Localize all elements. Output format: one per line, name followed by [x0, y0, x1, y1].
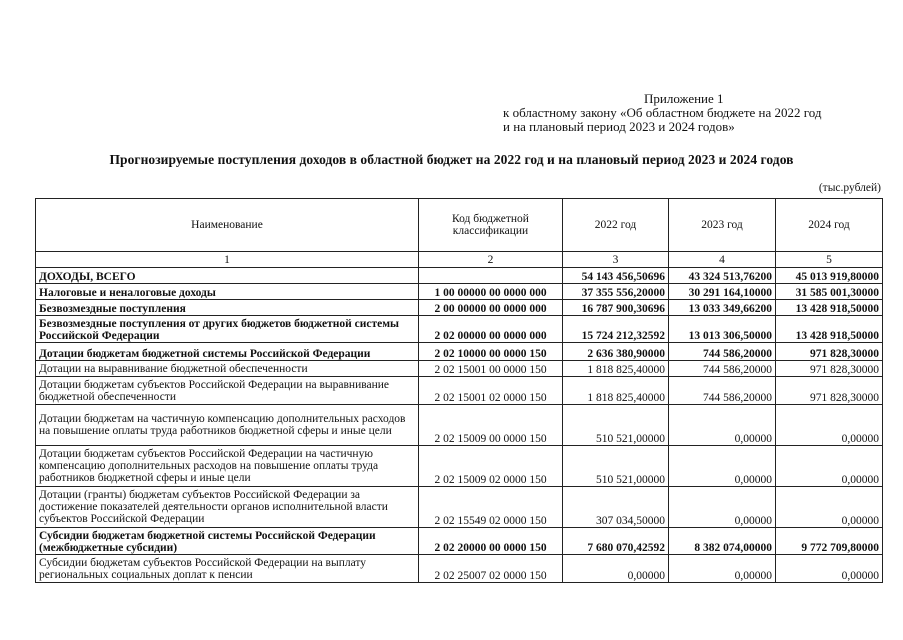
row-value-2023: 30 291 164,10000: [669, 284, 776, 300]
header-2024: 2024 год: [776, 199, 883, 252]
row-name: ДОХОДЫ, ВСЕГО: [36, 268, 419, 284]
column-number: 1: [36, 252, 419, 268]
appendix-header: [503, 92, 893, 134]
row-value-2023: 13 013 306,50000: [669, 316, 776, 343]
row-value-2024: 0,00000: [776, 555, 883, 583]
row-name: Дотации на выравнивание бюджетной обеспеченности: [36, 361, 419, 377]
appendix-line-2: и на плановый период 2023 и 2024 годов»: [503, 119, 735, 134]
row-value-2022: 37 355 556,20000: [563, 284, 669, 300]
table-row: [36, 300, 883, 316]
table-row: [36, 284, 883, 300]
table-row: [36, 555, 883, 583]
row-code: 2 02 25007 02 0000 150: [419, 555, 563, 583]
row-value-2022: 2 636 380,90000: [563, 343, 669, 361]
budget-table: [35, 198, 883, 583]
row-value-2022: 7 680 070,42592: [563, 528, 669, 555]
row-code: 2 02 00000 00 0000 000: [419, 316, 563, 343]
table-row: [36, 361, 883, 377]
table-row: [36, 446, 883, 487]
header-2022: 2022 год: [563, 199, 669, 252]
row-value-2023: 13 033 349,66200: [669, 300, 776, 316]
row-value-2022: 1 818 825,40000: [563, 361, 669, 377]
document-title: Прогнозируемые поступления доходов в областной бюджет на 2022 год и на плановый период 2023 и 2024 годов: [109, 152, 794, 167]
row-value-2022: 1 818 825,40000: [563, 377, 669, 405]
row-value-2023: 744 586,20000: [669, 377, 776, 405]
row-value-2022: 510 521,00000: [563, 446, 669, 487]
row-name: Субсидии бюджетам бюджетной системы Российской Федерации (межбюджетные субсидии): [36, 528, 419, 555]
row-name: Безвозмездные поступления: [36, 300, 419, 316]
header-name: Наименование: [36, 199, 419, 252]
row-value-2024: 13 428 918,50000: [776, 316, 883, 343]
row-value-2023: 744 586,20000: [669, 361, 776, 377]
table-row: [36, 268, 883, 284]
header-2023: 2023 год: [669, 199, 776, 252]
row-code: 2 02 20000 00 0000 150: [419, 528, 563, 555]
column-number: 3: [563, 252, 669, 268]
column-number: 5: [776, 252, 883, 268]
row-value-2022: 510 521,00000: [563, 405, 669, 446]
row-value-2023: 744 586,20000: [669, 343, 776, 361]
row-code: 2 02 15001 02 0000 150: [419, 377, 563, 405]
row-value-2024: 971 828,30000: [776, 343, 883, 361]
row-value-2024: 0,00000: [776, 446, 883, 487]
row-code: 2 02 15009 00 0000 150: [419, 405, 563, 446]
row-value-2022: 15 724 212,32592: [563, 316, 669, 343]
row-value-2024: 971 828,30000: [776, 377, 883, 405]
row-code: [419, 268, 563, 284]
row-value-2024: 971 828,30000: [776, 361, 883, 377]
row-value-2022: 0,00000: [563, 555, 669, 583]
row-value-2024: 0,00000: [776, 405, 883, 446]
units-label: (тыс.рублей): [818, 182, 881, 194]
column-number: 4: [669, 252, 776, 268]
column-number: 2: [419, 252, 563, 268]
row-value-2022: 307 034,50000: [563, 487, 669, 528]
row-value-2024: 13 428 918,50000: [776, 300, 883, 316]
row-value-2024: 0,00000: [776, 487, 883, 528]
row-value-2024: 9 772 709,80000: [776, 528, 883, 555]
row-code: 2 02 15549 02 0000 150: [419, 487, 563, 528]
table-row: [36, 528, 883, 555]
row-value-2023: 0,00000: [669, 405, 776, 446]
row-name: Дотации бюджетам субъектов Российской Федерации на выравнивание бюджетной обеспеченности: [36, 377, 419, 405]
appendix-title: Приложение 1: [644, 91, 724, 106]
row-name: Субсидии бюджетам субъектов Российской Федерации на выплату региональных социальных доплат к пенсии: [36, 555, 419, 583]
column-number-row: [36, 252, 883, 268]
row-value-2024: 45 013 919,80000: [776, 268, 883, 284]
table-row: [36, 343, 883, 361]
row-value-2022: 16 787 900,30696: [563, 300, 669, 316]
row-value-2023: 43 324 513,76200: [669, 268, 776, 284]
row-value-2023: 0,00000: [669, 487, 776, 528]
row-code: 2 02 10000 00 0000 150: [419, 343, 563, 361]
row-name: Дотации бюджетам на частичную компенсацию дополнительных расходов на повышение оплаты труда работников бюджетной сферы и иные цели: [36, 405, 419, 446]
row-value-2023: 8 382 074,00000: [669, 528, 776, 555]
header-code-label: Код бюджетной классификации: [452, 213, 529, 237]
row-code: 2 00 00000 00 0000 000: [419, 300, 563, 316]
table-row: [36, 487, 883, 528]
row-code: 2 02 15001 00 0000 150: [419, 361, 563, 377]
row-value-2024: 31 585 001,30000: [776, 284, 883, 300]
row-name: Дотации (гранты) бюджетам субъектов Российской Федерации за достижение показателей деятельности органов исполнительной власти субъектов Российской Федерации: [36, 487, 419, 528]
row-value-2023: 0,00000: [669, 555, 776, 583]
table-row: [36, 316, 883, 343]
header-code: [419, 199, 563, 252]
row-code: 1 00 00000 00 0000 000: [419, 284, 563, 300]
row-value-2023: 0,00000: [669, 446, 776, 487]
table-row: [36, 377, 883, 405]
row-name: Безвозмездные поступления от других бюджетов бюджетной системы Российской Федерации: [36, 316, 419, 343]
row-name: Дотации бюджетам бюджетной системы Российской Федерации: [36, 343, 419, 361]
row-name: Налоговые и неналоговые доходы: [36, 284, 419, 300]
table-header-row: [36, 199, 883, 252]
row-code: 2 02 15009 02 0000 150: [419, 446, 563, 487]
table-row: [36, 405, 883, 446]
appendix-line-1: к областному закону «Об областном бюджете на 2022 год: [503, 105, 822, 120]
row-value-2022: 54 143 456,50696: [563, 268, 669, 284]
row-name: Дотации бюджетам субъектов Российской Федерации на частичную компенсацию дополнительных расходов на повышение оплаты труда работников бюджетной сферы и иные цели: [36, 446, 419, 487]
